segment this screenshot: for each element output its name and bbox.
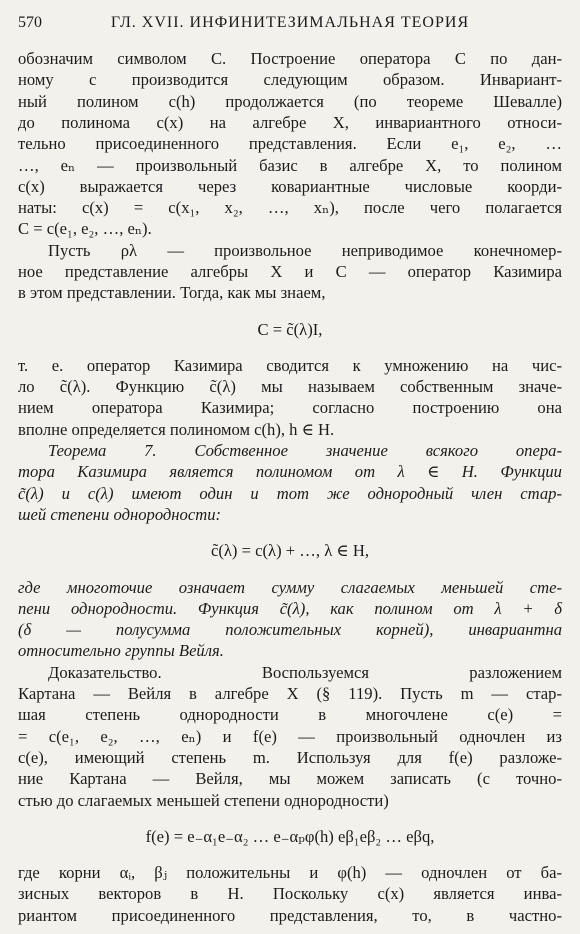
text-line: в этом представлении. Тогда, как мы знаем, [18, 283, 326, 303]
theorem-line: пени однородности. Функция c̃(λ), как полином от λ + δ [18, 598, 562, 618]
text-line: C = c(e₁, e₂, …, eₙ). [18, 219, 152, 239]
text-line: шая степень однородности в многочлене c(e) = [18, 705, 562, 725]
theorem-first-line: Теорема 7. Собственное значение всякого опера- [48, 441, 562, 461]
theorem-line: тора Казимира является полиномом от λ ∈ H. Функции [18, 462, 562, 482]
text-line: обозначим символом C. Построение оператора C по дан- [18, 49, 562, 68]
paragraph-first-line: Пусть ρλ — произвольное неприводимое конечномер- [48, 240, 562, 260]
text-line: ный полином c(h) продолжается (по теореме Шевалле) [18, 91, 562, 111]
theorem-line: где многоточие означает сумму слагаемых меньшей сте- [18, 577, 562, 597]
theorem-line: шей степени однородности: [18, 505, 222, 525]
running-title: ГЛ. XVII. ИНФИНИТЕЗИМАЛЬНАЯ ТЕОРИЯ [110, 14, 470, 31]
theorem-line: c̃(λ) и c(λ) имеют один и тот же однородный член стар- [18, 483, 562, 503]
text-line: наты: c(x) = c(x₁, x₂, …, xₙ), после чего полагается [18, 198, 562, 218]
proof-first-line: Доказательство. Воспользуемся разложением [48, 662, 562, 682]
text-line: Картана — Вейля в алгебре X (§ 119). Пусть m — стар- [18, 684, 562, 704]
text-line: где корни αᵢ, βⱼ положительны и φ(h) — одночлен от ба- [18, 863, 562, 883]
text-line: ло c̃(λ). Функцию c̃(λ) мы называем собственным значе- [18, 377, 562, 397]
text-line: вполне определяется полиномом c(h), h ∈ H. [18, 419, 335, 439]
page-header [18, 10, 562, 36]
text-line: тельно присоединенного представления. Если e₁, e₂, … [18, 134, 562, 154]
text-line: ному c производится следующим образом. Инвариант- [18, 70, 562, 90]
display-formula: C = c̃(λ)I, [257, 319, 323, 339]
text-line: нием оператора Казимира; согласно построению она [18, 398, 562, 418]
text-line: ное представление алгебры X и C — оператор Казимира [18, 262, 562, 282]
text-line: = c(e₁, e₂, …, eₙ) и f(e) — произвольный одночлен из [18, 726, 562, 746]
text-line: c(e), имеющий степень m. Используя для f(e) разложе- [18, 747, 562, 767]
page-number: 570 [18, 14, 42, 31]
text-line: риантом присоединенного представления, то, в частно- [18, 905, 562, 925]
text-line: c(x) выражается через ковариантные числовые коорди- [18, 176, 562, 196]
text-line: зисных векторов в H. Поскольку c(x) является инва- [18, 884, 562, 904]
text-line: …, eₙ — произвольный базис в алгебре X, то полином [18, 155, 562, 175]
text-line: т. е. оператор Казимира сводится к умножению на чис- [18, 355, 562, 375]
text-line: ние Картана — Вейля, мы можем записать (с точно- [18, 769, 562, 789]
text-line: стью до слагаемых меньшей степени однородности) [18, 790, 389, 810]
theorem-line: относительно группы Вейля. [18, 641, 224, 661]
display-formula: c̃(λ) = c(λ) + …, λ ∈ H, [210, 541, 370, 561]
text-line: до полинома c(x) на алгебре X, инвариантного относи- [18, 112, 562, 132]
display-formula: f(e) = e₋α₁e₋α₂ … e₋αₚφ(h) eβ₁eβ₂ … eβq, [145, 826, 435, 846]
theorem-line: (δ — полусумма положительных корней), инвариантна [18, 620, 562, 640]
